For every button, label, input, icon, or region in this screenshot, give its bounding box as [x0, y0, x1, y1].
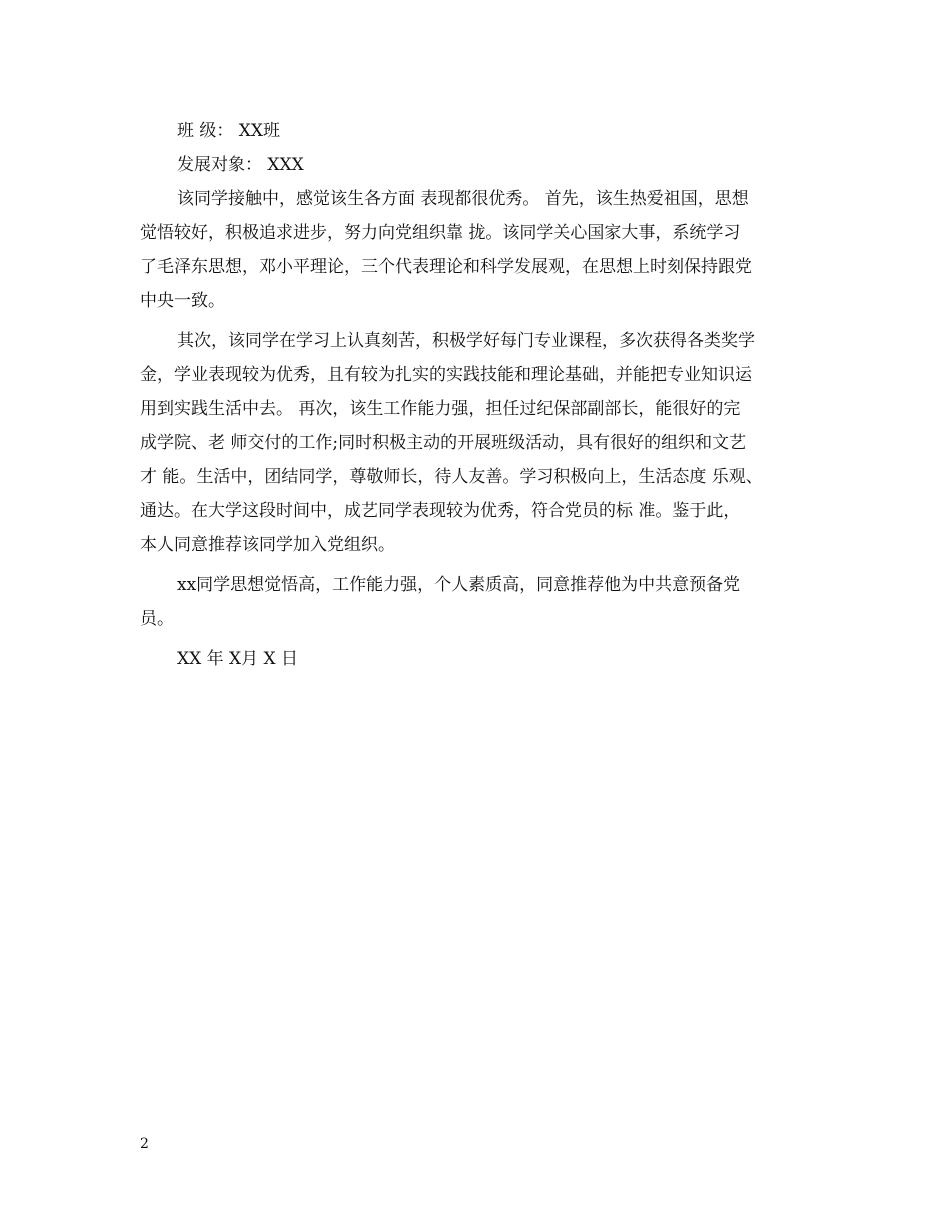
candidate-line: 发展对象： XXX — [177, 155, 304, 175]
paragraph-2-line-1: 其次，该同学在学习上认真刻苦，积极学好每门专业课程，多次获得各类奖学 — [177, 331, 755, 351]
paragraph-2-line-6: 通达。在大学这段时间中，成艺同学表现较为优秀，符合党员的标 准。鉴于此， — [140, 501, 741, 521]
paragraph-1-line-1: 该同学接触中，感觉该生各方面 表现都很优秀。 首先，该生热爱祖国，思想 — [177, 189, 749, 209]
page-number: 2 — [140, 1136, 149, 1152]
paragraph-1-line-2: 觉悟较好，积极追求进步，努力向党组织靠 拢。该同学关心国家大事，系统学习 — [140, 223, 741, 243]
paragraph-2-line-4: 成学院、老 师交付的工作;同时积极主动的开展班级活动，具有很好的组织和文艺 — [140, 433, 747, 453]
paragraph-2-line-3: 用到实践生活中去。 再次，该生工作能力强，担任过纪保部副部长，能很好的完 — [140, 399, 741, 419]
paragraph-2-line-7: 本人同意推荐该同学加入党组织。 — [140, 535, 395, 555]
paragraph-1-line-4: 中央一致。 — [140, 291, 225, 311]
paragraph-3-line-1: xx同学思想觉悟高，工作能力强，个人素质高，同意推荐他为中共意预备党 — [177, 575, 741, 595]
paragraph-3-line-2: 员。 — [140, 609, 174, 629]
class-line: 班 级： XX班 — [177, 121, 281, 141]
paragraph-1-line-3: 了毛泽东思想，邓小平理论，三个代表理论和科学发展观，在思想上时刻保持跟党 — [140, 257, 752, 277]
paragraph-2-line-2: 金，学业表现较为优秀，且有较为扎实的实践技能和理论基础，并能把专业知识运 — [140, 365, 752, 385]
paragraph-2-line-5: 才 能。生活中，团结同学，尊敬师长，待人友善。学习积极向上，生活态度 乐观、 — [140, 467, 763, 487]
date-line: XX 年 X月 X 日 — [177, 649, 299, 669]
